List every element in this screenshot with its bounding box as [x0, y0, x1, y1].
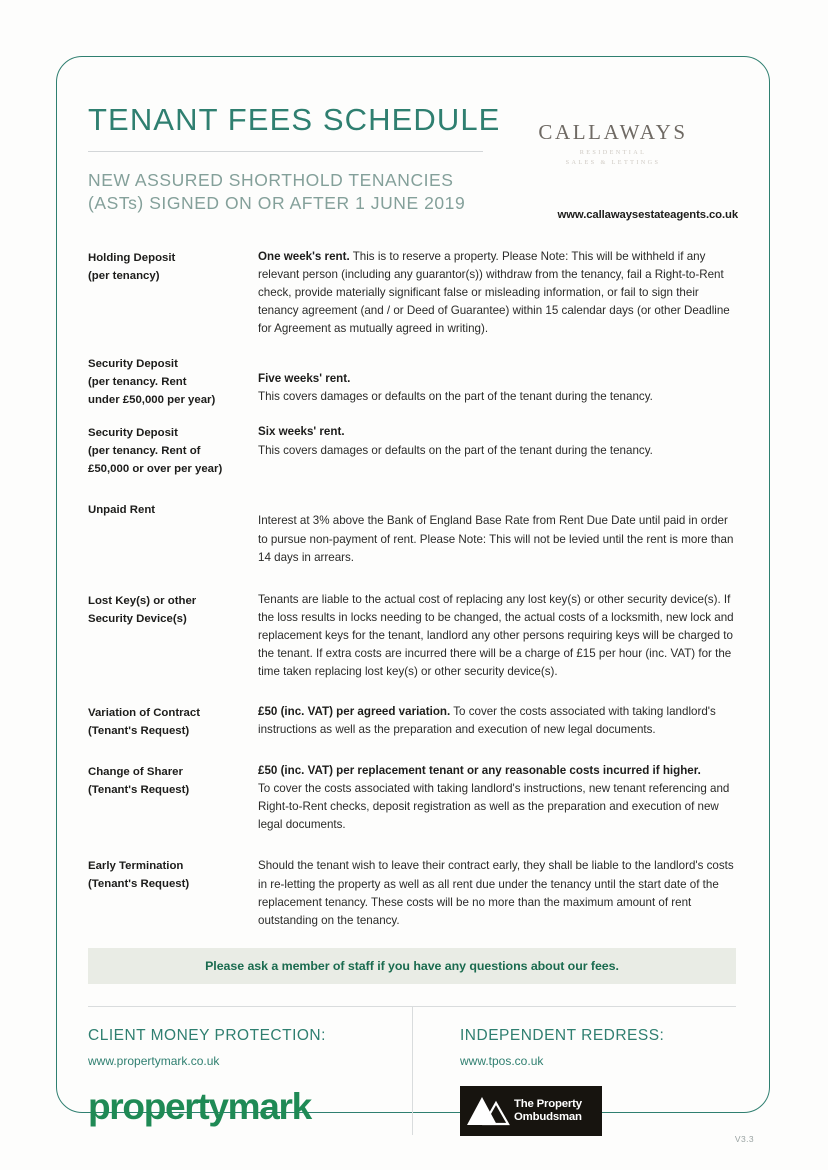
fee-description — [258, 354, 736, 406]
fee-body-text: To cover the costs associated with taking landlord's instructions, new tenant referencing and Right-to-Rent checks, deposit registration as well as the preparation and execution of new legal documents. — [258, 782, 730, 832]
staff-question-banner — [88, 948, 736, 984]
fee-body-text: This is to reserve a property. Please Note: This will be withheld if any relevant person (including any guarantor(s)) withdraw from the tenancy, fail a Right-to-Rent check, provide materially significant false or misleading information, or fail to sign their tenancy agreement (and / or Deed of Guarantee) within 15 calendar days (or other Deadline for Agreement as mutually agreed in writing). — [258, 250, 730, 336]
fee-label-line: Security Device(s) — [88, 612, 187, 625]
fee-label — [88, 703, 258, 740]
fee-row — [88, 423, 736, 478]
fee-body-text: This covers damages or defaults on the part of the tenant during the tenancy. — [258, 443, 653, 457]
subtitle-line-1: NEW ASSURED SHORTHOLD TENANCIES — [88, 169, 454, 190]
fee-label-line: (per tenancy. Rent of — [88, 445, 201, 458]
propertymark-link[interactable]: www.propertymark.co.uk — [88, 1053, 220, 1068]
fee-row — [88, 354, 736, 409]
fee-description — [258, 591, 736, 681]
document-footer — [88, 1027, 736, 1147]
fee-label-line: (Tenant's Request) — [88, 784, 190, 797]
fee-body-text: To cover the costs associated with taking landlord's instructions as well as the preparation and execution of new legal documents. — [258, 705, 716, 737]
brand-website: www.callawaysestateagents.co.uk — [557, 209, 738, 221]
fee-row — [88, 248, 736, 338]
fee-label — [88, 591, 258, 628]
fee-label-line: under £50,000 per year) — [88, 394, 216, 407]
fee-label-line: Security Deposit — [88, 358, 178, 371]
fee-label — [88, 762, 258, 799]
fee-body-text: Tenants are liable to the actual cost of replacing any lost key(s) or other security device(s). If the loss results in locks needing to be changed, the actual costs of a locksmith, new lock and replacement keys for the tenant, landlord any other persons requiring keys will be charged to the tenant. If extra costs are incurred there will be a charge of £15 per hour (inc. VAT) for the time taken replacing lost key(s) or other security device(s). — [258, 592, 734, 679]
fee-row — [88, 762, 736, 834]
title-divider — [88, 151, 483, 152]
brand-tagline — [488, 148, 738, 168]
fee-description — [258, 762, 736, 834]
fee-label — [88, 354, 258, 409]
fee-label — [88, 248, 258, 285]
fee-body-text: This covers damages or defaults on the part of the tenant during the tenancy. — [258, 390, 653, 404]
fee-label-line: Unpaid Rent — [88, 504, 156, 517]
document-version: V3.3 — [734, 1134, 754, 1144]
fee-row — [88, 856, 736, 929]
fee-label-line: (Tenant's Request) — [88, 725, 190, 738]
fee-description — [258, 248, 736, 338]
ombudsman-wordmark — [514, 1098, 582, 1124]
brand-tagline-line-1: RESIDENTIAL — [579, 149, 647, 156]
fee-label-line: Lost Key(s) or other — [88, 594, 197, 607]
brand-name: CALLAWAYS — [538, 120, 688, 144]
redress-heading: INDEPENDENT REDRESS: — [460, 1026, 665, 1044]
fee-label-line: Early Termination — [88, 860, 184, 873]
fee-lead: Six weeks' rent. — [258, 425, 345, 439]
cmp-heading: CLIENT MONEY PROTECTION: — [88, 1026, 326, 1044]
fee-body-text: Should the tenant wish to leave their contract early, they shall be liable to the landlord's costs in re-letting the property as well as all rent due under the tenancy until the start date of the replacement tenancy. These costs will be no more than the maximum amount of rent outstanding on the tenancy. — [258, 859, 734, 927]
subtitle-line-2: (ASTs) SIGNED ON OR AFTER 1 JUNE 2019 — [88, 192, 466, 213]
ombudsman-line-2: Ombudsman — [514, 1110, 582, 1123]
banner-text: Please ask a member of staff if you have any questions about our fees. — [205, 958, 619, 973]
fee-description — [258, 856, 736, 929]
fees-table — [88, 248, 736, 930]
fee-row — [88, 703, 736, 740]
independent-redress-section — [412, 1027, 736, 1147]
fee-body-text: Interest at 3% above the Bank of England Base Rate from Rent Due Date until paid in order to pursue non-payment of rent. Please Note: This will not be levied until the rent is more than 14 days in arrears. — [258, 514, 734, 564]
page-title: TENANT FEES SCHEDULE — [88, 102, 501, 137]
fee-description — [258, 423, 736, 459]
document-content — [88, 96, 736, 1147]
ombudsman-line-1: The Property — [514, 1097, 582, 1110]
fee-description — [258, 500, 736, 566]
fee-lead: £50 (inc. VAT) per replacement tenant or any reasonable costs incurred if higher. — [258, 764, 701, 778]
fee-lead: £50 (inc. VAT) per agreed variation. — [258, 705, 451, 719]
fee-label-line: £50,000 or over per year) — [88, 463, 223, 476]
property-ombudsman-logo — [460, 1086, 602, 1136]
fee-label — [88, 856, 258, 893]
fee-label-line: (per tenancy. Rent — [88, 376, 187, 389]
document-header — [88, 96, 736, 236]
fee-label — [88, 423, 258, 478]
brand-tagline-line-2: SALES & LETTINGS — [565, 159, 661, 167]
fee-label-line: Security Deposit — [88, 427, 178, 440]
fee-row — [88, 500, 736, 566]
fee-row — [88, 591, 736, 681]
fee-lead: Five weeks' rent. — [258, 372, 351, 386]
fee-label-line: Holding Deposit — [88, 252, 176, 264]
fee-description — [258, 703, 736, 739]
fee-label-line: (per tenancy) — [88, 270, 160, 283]
fee-label-line: Variation of Contract — [88, 707, 201, 720]
footer-divider-vertical — [412, 1007, 413, 1135]
fee-label-line: (Tenant's Request) — [88, 878, 190, 891]
tpos-link[interactable]: www.tpos.co.uk — [460, 1053, 544, 1068]
propertymark-logo: propertymark — [88, 1085, 311, 1127]
ombudsman-triangle-icon — [466, 1091, 510, 1131]
document-subtitle — [88, 169, 736, 215]
callaways-logo — [488, 120, 738, 168]
fee-lead: One week's rent. — [258, 250, 350, 263]
client-money-protection-section — [88, 1027, 412, 1147]
fee-label-line: Change of Sharer — [88, 766, 183, 779]
fee-label — [88, 500, 258, 519]
